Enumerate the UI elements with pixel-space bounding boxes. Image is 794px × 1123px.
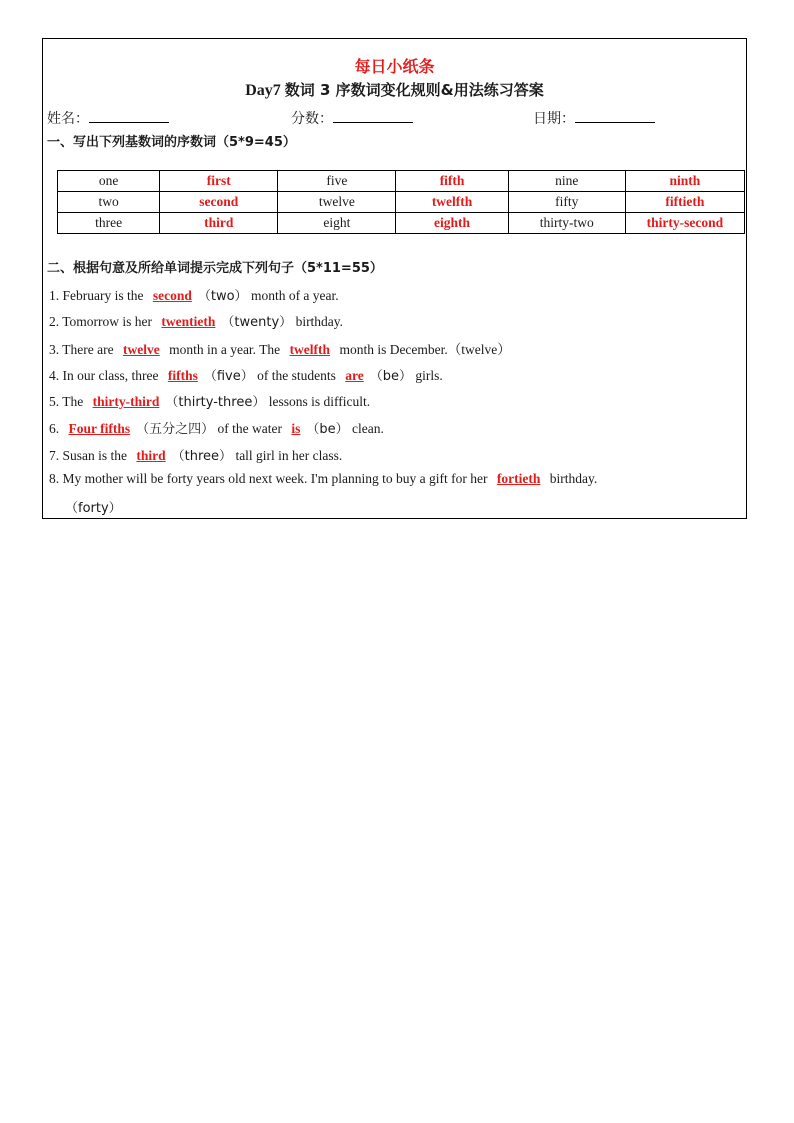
answer-blank: are: [345, 368, 364, 383]
question-5: [49, 391, 370, 410]
table-row: [58, 192, 745, 213]
score-label: 分数：: [291, 111, 333, 127]
answer-blank: fifths: [167, 368, 198, 383]
cardinal-cell: nine: [508, 171, 625, 192]
answer-cell: third: [160, 213, 278, 234]
question-6: [49, 418, 384, 437]
question-text: 5. The: [49, 394, 84, 409]
hint-text: （two）: [197, 289, 248, 304]
cardinal-cell: eight: [278, 213, 396, 234]
answer-blank: fortieth: [496, 471, 541, 486]
cardinal-cell: three: [58, 213, 160, 234]
question-7: [49, 445, 342, 464]
answer-cell: twelfth: [396, 192, 508, 213]
name-line: [89, 109, 169, 123]
question-2: [49, 311, 343, 330]
cardinal-cell: thirty-two: [508, 213, 625, 234]
question-text: of the water: [217, 421, 282, 436]
question-text: birthday.: [295, 314, 344, 329]
question-text: clean.: [352, 421, 384, 436]
subtitle-topic: 数词 3 序数词变化规则&用法练习答案: [284, 81, 544, 99]
question-8: [49, 471, 597, 487]
answer-cell: thirty-second: [625, 213, 744, 234]
question-text: 6.: [49, 421, 60, 436]
section2-heading: 二、根据句意及所给单词提示完成下列句子（5*11=55）: [47, 261, 383, 276]
question-text: 1. February is the: [49, 288, 144, 303]
question-text: birthday.: [549, 471, 598, 486]
answer-blank: is: [291, 421, 301, 436]
hint-text: （五分之四）: [136, 422, 215, 437]
question-3: [49, 338, 511, 358]
table-row: [58, 213, 745, 234]
cardinal-cell: two: [58, 192, 160, 213]
hint-text: （be）: [369, 369, 412, 384]
worksheet-frame: [42, 38, 747, 519]
cardinal-cell: five: [278, 171, 396, 192]
answer-blank: twentieth: [161, 314, 216, 329]
table-row: [58, 171, 745, 192]
date-field[interactable]: [533, 108, 655, 128]
answer-cell: fifth: [396, 171, 508, 192]
cardinal-cell: fifty: [508, 192, 625, 213]
name-label: 姓名：: [47, 111, 89, 127]
question-text: 4. In our class, three: [49, 368, 159, 383]
score-line: [333, 109, 413, 123]
answer-cell: second: [160, 192, 278, 213]
answer-cell: first: [160, 171, 278, 192]
question-text: 3. There are: [49, 342, 114, 357]
question-text: month in a year. The: [169, 342, 281, 357]
answer-cell: fiftieth: [625, 192, 744, 213]
ordinal-table: [57, 170, 745, 234]
question-text: month is December.（twelve）: [339, 342, 511, 357]
name-field[interactable]: [47, 108, 169, 128]
question-text: girls.: [415, 368, 443, 383]
hint-text: （thirty-three）: [165, 395, 266, 410]
worksheet-title: 每日小纸条: [354, 57, 435, 76]
hint-text: （three）: [171, 449, 233, 464]
question-text: 2. Tomorrow is her: [49, 314, 153, 329]
hint-text: （five）: [203, 369, 254, 384]
question-text: of the students: [257, 368, 336, 383]
question-text: 8. My mother will be forty years old next week. I'm planning to buy a gift for her: [49, 471, 488, 486]
cardinal-cell: one: [58, 171, 160, 192]
answer-blank: Four fifths: [68, 421, 131, 436]
cardinal-cell: twelve: [278, 192, 396, 213]
hint-text: （be）: [306, 422, 349, 437]
question-text: lessons is difficult.: [268, 394, 371, 409]
subtitle-day: Day7: [245, 82, 281, 99]
score-field[interactable]: [291, 108, 413, 128]
question-1: [49, 285, 339, 304]
answer-blank: twelve: [122, 342, 160, 357]
hint-text: （twenty）: [221, 315, 293, 330]
answer-blank: twelfth: [289, 342, 331, 357]
question-4: [49, 365, 443, 384]
question-text: 7. Susan is the: [49, 448, 128, 463]
answer-blank: thirty-third: [92, 394, 160, 409]
date-line: [575, 109, 655, 123]
answer-blank: third: [136, 448, 166, 463]
date-label: 日期：: [533, 111, 575, 127]
section1-heading: 一、写出下列基数词的序数词（5*9=45）: [47, 135, 296, 150]
worksheet-subtitle: [43, 79, 746, 100]
question-text: month of a year.: [250, 288, 339, 303]
answer-blank: second: [152, 288, 192, 303]
question-text: tall girl in her class.: [235, 448, 343, 463]
question-8-hint: （forty）: [65, 501, 122, 516]
answer-cell: ninth: [625, 171, 744, 192]
answer-cell: eighth: [396, 213, 508, 234]
